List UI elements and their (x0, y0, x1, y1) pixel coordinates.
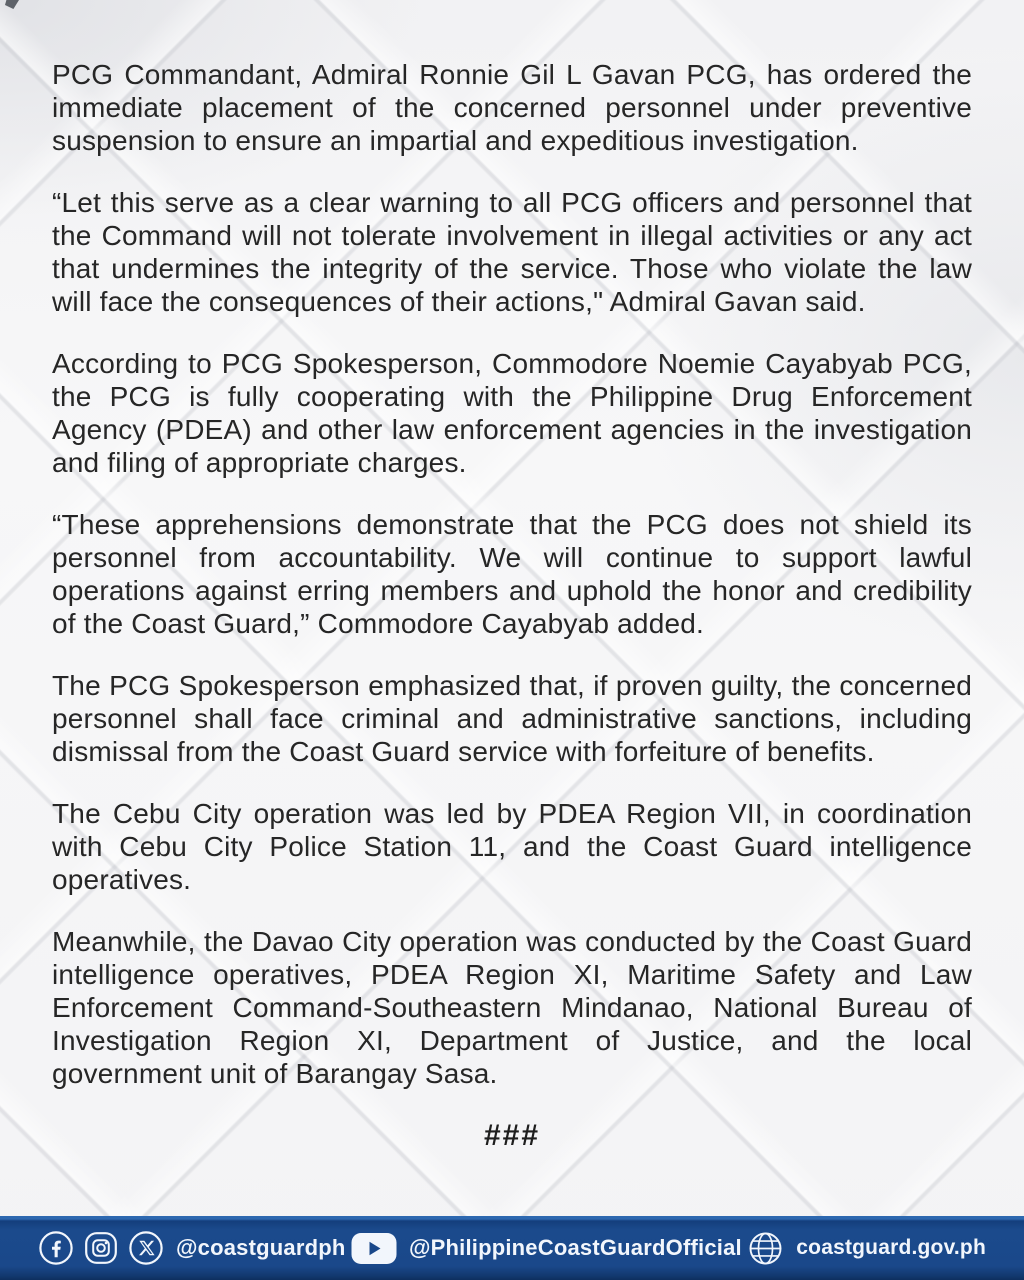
social-handle: @coastguardph (176, 1235, 346, 1260)
youtube-icon (351, 1232, 397, 1265)
end-mark: ### (483, 1119, 541, 1152)
paragraph-sanctions: The PCG Spokesperson emphasized that, if proven guilty, the concerned personnel shall face criminal and administrative sanctions, including dismissal from the Coast Guard service with forfeiture of benefits. (52, 670, 972, 767)
youtube-handle: @PhilippineCoastGuardOfficial (408, 1235, 742, 1260)
x-icon (128, 1230, 164, 1266)
paragraph-cayabyab-quote: “These apprehensions demonstrate that the PCG does not shield its personnel from accountability. We will continue to support lawful operations against erring members and uphold the honor and credibility of the Coast Guard,” Commodore Cayabyab added. (52, 509, 972, 639)
footer-bar (0, 1216, 1024, 1280)
social-media-group (38, 1230, 346, 1266)
paragraph-gavan-quote: “Let this serve as a clear warning to all PCG officers and personnel that the Command will not tolerate involvement in illegal activities or any act that undermines the integrity of the service. Those who violate the law will face the consequences of their actions," Admiral Gavan said. (52, 187, 972, 317)
globe-icon (747, 1230, 784, 1267)
youtube-group (351, 1232, 742, 1265)
paragraph-commandant-order: PCG Commandant, Admiral Ronnie Gil L Gavan PCG, has ordered the immediate placement of the concerned personnel under preventive suspension to ensure an impartial and expeditious investigation. (52, 59, 972, 156)
instagram-icon (83, 1230, 119, 1266)
website-group (747, 1230, 986, 1267)
website-url: coastguard.gov.ph (796, 1236, 986, 1259)
paragraph-cebu-operation: The Cebu City operation was led by PDEA Region VII, in coordination with Cebu City Police Station 11, and the Coast Guard intelligence operatives. (52, 798, 972, 895)
paragraph-davao-operation: Meanwhile, the Davao City operation was conducted by the Coast Guard intelligence operatives, PDEA Region XI, Maritime Safety and Law Enforcement Command-Southeastern Mindanao, National Bureau of Investigation Region XI, Department of Justice, and the local government unit of Barangay Sasa. (52, 926, 972, 1089)
paragraph-spokesperson-cooperation: According to PCG Spokesperson, Commodore Noemie Cayabyab PCG, the PCG is fully cooperating with the Philippine Drug Enforcement Agency (PDEA) and other law enforcement agencies in the investigation and filing of appropriate charges. (52, 348, 972, 478)
facebook-icon (38, 1230, 74, 1266)
